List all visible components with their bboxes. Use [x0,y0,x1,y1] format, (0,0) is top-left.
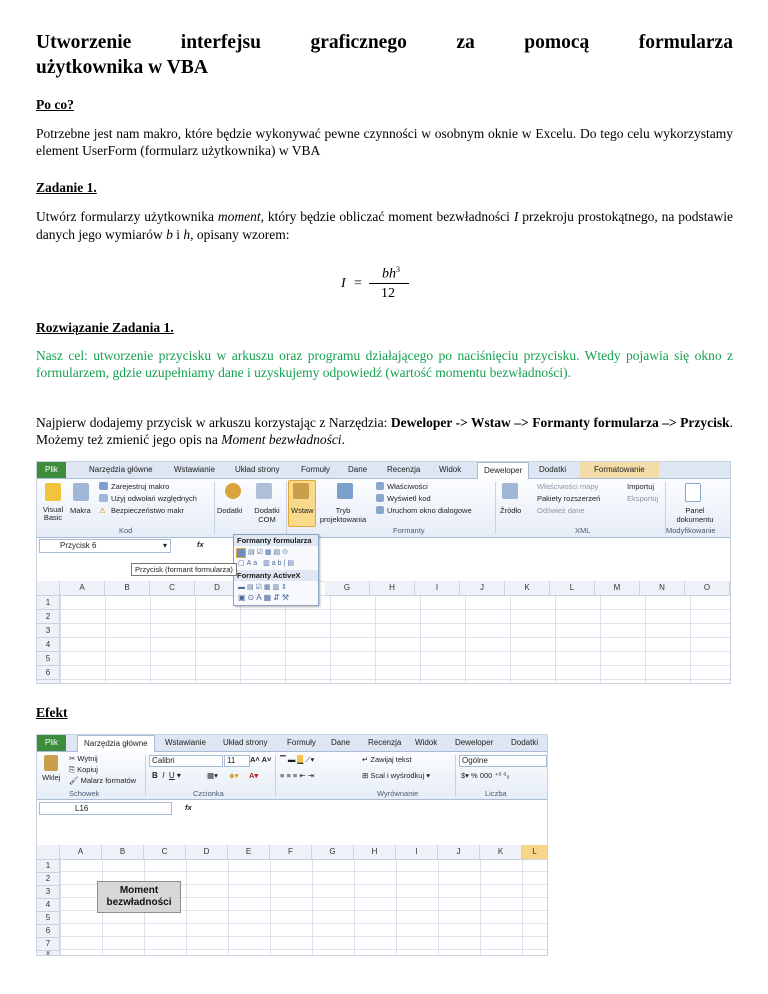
document-title [36,30,733,80]
column-header[interactable]: J [460,581,505,596]
form-controls-header: Formanty formularza [234,535,318,546]
design-mode-button[interactable]: Tryb projektowania [319,506,367,524]
title-word: interfejsu [180,32,261,53]
section-heading-text: Zadanie 1. [36,180,97,195]
title-line-2: użytkownika w VBA [36,57,208,78]
macro-security-button[interactable]: Bezpieczeństwo makr [111,506,184,515]
row-header[interactable]: 2 [37,610,60,624]
row-header[interactable]: 1 [37,596,60,610]
tab-plik[interactable]: Plik [37,462,66,478]
row-header[interactable]: 4 [37,899,60,912]
group-divider [145,755,146,796]
poco-paragraph: Potrzebne jest nam makro, które będzie wykonywać pewne czynności w osobnym oknie w Excelu. Do tego celu wykorzystamy element UserForm (formularz użytkownika) w VBA [36,126,733,158]
expansion-packs-button[interactable]: Pakiety rozszerzeń [537,494,601,503]
column-header-selected[interactable]: L [522,845,548,860]
text-run: opisany wzorem: [193,227,290,242]
document-panel-icon[interactable] [685,483,701,502]
tooltip: Przycisk (formant formularza) [131,563,237,576]
tab-recenzja[interactable]: Recenzja [368,738,402,747]
text-run: Najpierw dodajemy przycisk w arkuszu korzystając z Narzędzia: [36,415,391,430]
formula-numerator [382,265,400,283]
copy-button[interactable] [69,765,98,775]
row-header[interactable]: 6 [37,925,60,938]
tab-widok[interactable]: Widok [439,465,462,474]
column-header[interactable]: K [505,581,550,596]
column-header[interactable]: E [228,845,270,860]
bold-italic-underline-buttons[interactable]: B I U ▾ [152,771,181,780]
com-addins-button[interactable]: Dodatki COM [254,506,280,524]
tab-widok[interactable]: Widok [415,738,438,747]
tab-dane[interactable]: Dane [348,465,368,474]
xml-source-button[interactable]: Źródło [500,506,522,515]
record-macro-icon [99,482,108,490]
fx-icon[interactable]: fx [197,540,204,549]
brush-icon: 🖌 [69,776,81,785]
text-run-bold: Deweloper -> Wstaw –> Formanty formularza –> Przycisk [390,415,730,430]
format-painter-button[interactable] [69,776,136,785]
copy-label: Kopiuj [77,765,98,774]
properties-icon [376,482,384,490]
column-header[interactable]: H [354,845,396,860]
group-label-czcionka: Czcionka [193,789,224,798]
worksheet-cells[interactable] [60,581,730,683]
text-run-italic: moment [217,209,261,224]
tab-deweloper[interactable]: Deweloper [477,462,529,479]
properties-button[interactable]: Właściwości [387,482,428,491]
number-format-select[interactable]: Ogólne [459,755,547,767]
tab-dodatki[interactable]: Dodatki [511,738,539,747]
tab-wstawianie[interactable]: Wstawianie [165,738,206,747]
font-color-icon[interactable]: A▾ [249,771,259,780]
text-run: i [172,227,184,242]
tab-narzedzia-glowne[interactable]: Narzędzia główne [77,735,155,752]
row-header[interactable]: 5 [37,652,60,666]
column-header[interactable]: G [312,845,354,860]
ribbon-developer [37,479,730,538]
addins-button[interactable]: Dodatki [217,506,243,515]
row-header[interactable]: 4 [37,638,60,652]
scissors-icon: ✂ [69,754,78,763]
tab-plik[interactable]: Plik [37,735,66,751]
formula-exponent: 3 [396,265,400,274]
run-dialog-button[interactable]: Uruchom okno dialogowe [387,506,472,515]
group-label-wyrownanie: Wyrównanie [377,789,419,798]
visual-basic-icon[interactable] [45,483,61,501]
document-panel-button[interactable]: Panel dokumentu [676,506,714,524]
chevron-down-icon[interactable]: ▾ [162,541,167,550]
title-word: pomocą [524,32,590,53]
font-grow-shrink-icons[interactable]: A˄ A˅ [250,755,272,764]
export-button[interactable]: Eksportuj [627,494,659,503]
column-header[interactable]: A [60,845,102,860]
column-header[interactable]: L [550,581,595,596]
title-word: graficznego [310,32,407,53]
insert-controls-dropdown [233,534,319,606]
wrap-text-label: Zawijaj tekst [370,755,412,764]
record-macro-button[interactable]: Zarejestruj makro [111,482,170,491]
paste-icon[interactable] [44,755,58,771]
tab-formatowanie[interactable]: Formatowanie [580,462,659,478]
column-header[interactable]: J [438,845,480,860]
group-divider [495,482,496,534]
text-run: , który będzie obliczać moment bezwładności [260,209,514,224]
tab-uklad-strony[interactable]: Układ strony [223,738,268,747]
makra-button[interactable]: Makra [70,506,91,515]
relative-refs-icon [99,494,108,502]
borders-icon[interactable]: ▦▾ [207,771,218,780]
xml-source-icon[interactable] [502,483,518,499]
merge-center-button[interactable]: ⊞ Scal i wyśrodkuj ▾ [362,771,431,780]
formula-denominator: 12 [381,286,395,301]
column-header[interactable]: O [685,581,730,596]
wstaw-button[interactable]: Wstaw [291,506,314,515]
text-run: . Możemy też zmienić jego opis na [36,415,733,447]
title-line-1 [36,30,733,55]
section-heading-zadanie-1 [36,180,97,196]
fx-icon[interactable]: fx [185,803,192,812]
wrap-text-icon: ↵ [362,755,371,764]
select-all-corner[interactable] [37,845,60,860]
font-name-select[interactable]: Calibri [149,755,223,767]
wrap-text-button[interactable] [362,755,412,764]
text-run-italic: I [513,209,519,224]
document-page [36,30,733,80]
name-box[interactable] [39,539,171,553]
section-heading-rozwiazanie: Rozwiązanie Zadania 1. [36,320,174,335]
text-run-italic: b [166,227,173,242]
activex-controls-header: Formanty ActiveX [234,570,318,581]
moment-button[interactable]: Moment bezwładności [97,881,181,913]
group-divider [275,755,276,796]
formula-numerator-base: bh [382,266,396,282]
column-header[interactable]: G [325,581,370,596]
tab-narzedzia-glowne[interactable]: Narzędzia główne [89,465,153,474]
text-run: Utwórz formularzy użytkownika [36,209,218,224]
formula-lhs: I [341,276,346,291]
group-divider [214,482,215,534]
column-header[interactable]: M [595,581,640,596]
refresh-data-button[interactable]: Odśwież dane [537,506,585,515]
view-code-button[interactable]: Wyświetl kod [387,494,431,503]
format-painter-label: Malarz formatów [80,776,137,785]
form-control-icons-row-2[interactable]: ▢Aa ▥ab|▤ [238,560,296,567]
run-dialog-icon [376,506,384,514]
title-word: za [456,32,475,53]
copy-icon: ⎘ [69,765,78,774]
number-format-icons[interactable]: $▾ % 000 ⁺⁰ ⁰₀ [461,771,510,780]
fraction-bar [369,283,409,284]
group-label-formanty: Formanty [393,526,425,535]
column-header[interactable]: C [150,581,195,596]
ribbon-home [37,752,547,800]
vertical-align-icons[interactable]: ▔ ▬ ▁ ⟋▾ [280,755,315,764]
name-box-value: Przycisk 6 [60,541,97,550]
group-label-xml: XML [575,526,591,535]
tab-formuly[interactable]: Formuły [301,465,330,474]
form-control-icons-row-1[interactable]: ▤☑▦▤⊙ [248,549,290,556]
font-size-select[interactable]: 11 [224,755,250,767]
group-label-modyfikowanie: Modyfikowanie [666,526,716,535]
group-label-schowek: Schowek [69,789,100,798]
row-header[interactable]: 7 [37,938,60,951]
excel-screenshot-result [36,734,548,956]
macros-icon[interactable] [73,483,89,501]
merge-icon: ⊞ [362,771,371,780]
group-divider [286,482,287,534]
addins-gear-icon[interactable] [225,483,241,499]
view-code-icon [376,494,384,502]
group-label-kod: Kod [119,526,133,535]
column-header[interactable]: I [396,845,438,860]
group-label-liczba: Liczba [485,789,507,798]
title-word: Utworzenie [36,32,132,53]
column-header[interactable]: D [195,581,240,596]
column-header[interactable]: C [144,845,186,860]
paste-button[interactable]: Wklej [42,773,61,782]
column-header[interactable]: A [60,581,105,596]
zadanie-1-paragraph [36,208,733,244]
name-box[interactable]: L16 [39,802,172,815]
com-addins-icon[interactable] [256,483,272,499]
tab-deweloper[interactable]: Deweloper [455,738,494,747]
row-header[interactable]: 2 [37,873,60,886]
row-header[interactable]: 6 [37,666,60,680]
activex-icons-row-2[interactable]: ▣⊙A▦⇵⚒ [238,593,292,602]
column-header[interactable]: H [370,581,415,596]
ribbon-tab-bar [37,735,547,752]
row-header[interactable]: 8 [37,951,60,956]
relative-refs-button[interactable]: Użyj odwołań względnych [111,494,197,503]
rozwiazanie-paragraph: Nasz cel: utworzenie przycisku w arkuszu oraz programu działającego po naciśnięciu przycisku. Wtedy pojawia się okno z formularzem, gdzie uzupełniamy dane i uzyskujemy odpowiedź (wartość momentu bezwładności). [36,348,733,380]
group-divider [455,755,456,796]
title-word: formularza [638,32,733,53]
column-header[interactable]: B [102,845,144,860]
row-header[interactable]: 1 [37,860,60,873]
excel-screenshot-developer [36,461,731,684]
toolbox-icon [293,483,309,499]
fill-color-icon[interactable]: ◈▾ [229,771,239,780]
design-mode-icon[interactable] [337,483,353,499]
column-header[interactable]: B [105,581,150,596]
tab-dane[interactable]: Dane [331,738,351,747]
cut-button[interactable] [69,754,98,763]
tab-dodatki[interactable]: Dodatki [539,465,567,474]
map-properties-button[interactable]: Właściwości mapy [537,482,599,491]
column-header[interactable]: F [270,845,312,860]
button-control-icon[interactable] [236,548,246,558]
tab-recenzja[interactable]: Recenzja [387,465,421,474]
text-run-italic: h, [183,227,194,242]
instruction-paragraph [36,414,733,448]
merge-label: Scal i wyśrodkuj [370,771,425,780]
column-header[interactable]: I [415,581,460,596]
column-header[interactable]: N [640,581,685,596]
column-header[interactable]: D [186,845,228,860]
warning-icon: ⚠ [99,506,106,515]
select-all-corner[interactable] [37,581,60,596]
text-run: przekroju prostokątnego, na podstawie danych jego wymiarów [36,209,733,242]
formula-equals: = [354,276,362,291]
row-header[interactable]: 3 [37,624,60,638]
section-heading-poco: Po co? [36,97,74,112]
tab-uklad-strony[interactable]: Układ strony [235,465,280,474]
horizontal-align-icons[interactable]: ≡ ≡ ≡ ⇤ ⇥ [280,771,315,780]
cut-label: Wytnij [77,754,98,763]
row-header[interactable]: 5 [37,912,60,925]
ribbon-tab-bar [37,462,730,479]
row-header[interactable]: 3 [37,886,60,899]
import-button[interactable]: Importuj [627,482,655,491]
tab-wstawianie[interactable]: Wstawianie [174,465,215,474]
row-header[interactable] [37,680,60,684]
column-header[interactable]: K [480,845,522,860]
tab-formuly[interactable]: Formuły [287,738,316,747]
text-run: . [341,432,345,447]
text-run-italic: Moment bezwładności [221,432,342,447]
activex-icons-row-1[interactable]: ▬▤☑▦▥⇕ [238,584,289,591]
section-heading-efekt: Efekt [36,705,68,720]
visual-basic-button[interactable]: Visual Basic [42,505,64,522]
